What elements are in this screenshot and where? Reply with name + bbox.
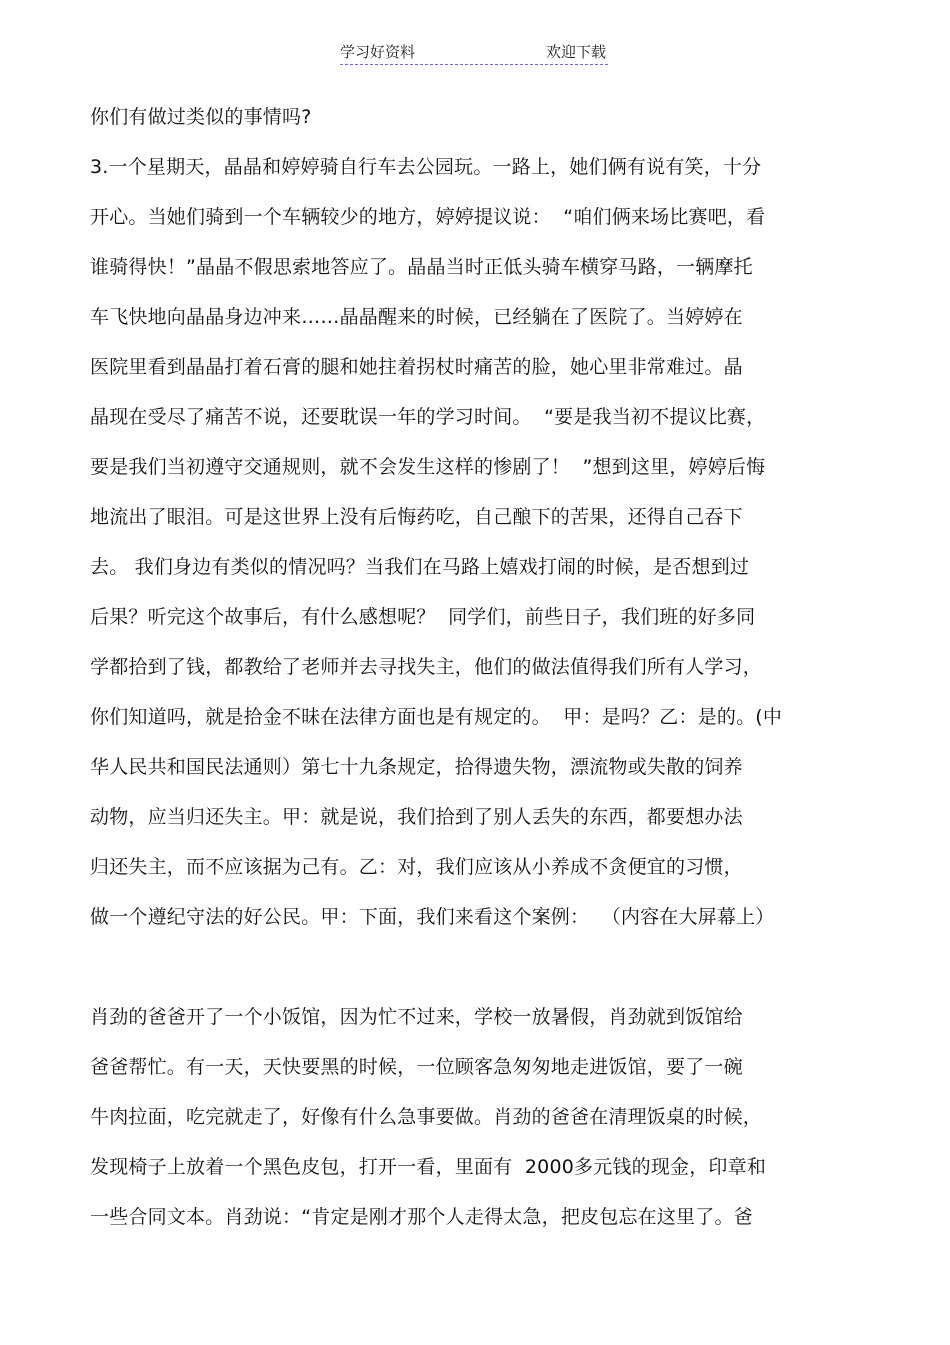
text-line: 晶现在受尽了痛苦不说，还要耽误一年的学习时间。 “要是我当初不提议比赛， [90,406,766,428]
header-left-text: 学习好资料 [340,43,416,61]
text-line: 牛肉拉面，吃完就走了，好像有什么急事要做。肖劲的爸爸在清理饭桌的时候， [90,1106,763,1128]
text-line: 归还失主，而不应该据为己有。乙：对，我们应该从小养成不贪便宜的习惯， [90,856,743,878]
text-line: 后果？听完这个故事后，有什么感想呢？ 同学们，前些日子，我们班的好多同 [90,606,756,628]
text-line: 爸爸帮忙。有一天，天快要黑的时候，一位顾客急匆匆地走进饭馆，要了一碗 [90,1056,743,1078]
page-header [340,42,608,65]
text-line: 地流出了眼泪。可是这世界上没有后悔药吃，自己酿下的苦果，还得自己吞下 [90,506,743,528]
text-line: 学都拾到了钱，都教给了老师并去寻找失主，他们的做法值得我们所有人学习， [90,656,763,678]
text-line: 去。 我们身边有类似的情况吗？当我们在马路上嬉戏打闹的时候，是否想到过 [90,556,750,578]
text-line: 你们知道吗，就是拾金不昧在法律方面也是有规定的。 甲：是吗？乙：是的。(中 [90,706,783,728]
text-line: 一些合同文本。肖劲说：“肯定是刚才那个人走得太急，把皮包忘在这里了。爸 [90,1206,753,1228]
text-line: 开心。当她们骑到一个车辆较少的地方，婷婷提议说： “咱们俩来场比赛吧，看 [90,206,766,228]
text-line: 肖劲的爸爸开了一个小饭馆，因为忙不过来，学校一放暑假，肖劲就到饭馆给 [90,1006,743,1028]
text-line: 要是我们当初遵守交通规则，就不会发生这样的惨剧了！ ”想到这里，婷婷后悔 [90,456,766,478]
text-line: 做一个遵纪守法的好公民。甲：下面，我们来看这个案例： （内容在大屏幕上） [90,906,775,928]
text-line: 动物，应当归还失主。甲：就是说，我们拾到了别人丢失的东西，都要想办法 [90,806,743,828]
text-line: 谁骑得快！”晶晶不假思索地答应了。晶晶当时正低头骑车横穿马路，一辆摩托 [90,256,753,278]
text-line: 发现椅子上放着一个黑色皮包，打开一看，里面有 2000多元钱的现金，印章和 [90,1156,767,1178]
text-line: 3.一个星期天，晶晶和婷婷骑自行车去公园玩。一路上，她们俩有说有笑，十分 [90,156,762,178]
text-line: 医院里看到晶晶打着石膏的腿和她拄着拐杖时痛苦的脸，她心里非常难过。晶 [90,356,743,378]
text-line: 车飞快地向晶晶身边冲来……晶晶醒来的时候，已经躺在了医院了。当婷婷在 [90,306,743,328]
text-line: 华人民共和国民法通则）第七十九条规定，拾得遗失物，漂流物或失散的饲养 [90,756,743,778]
header-right-text: 欢迎下载 [545,43,606,61]
text-line: 你们有做过类似的事情吗? [90,106,312,128]
